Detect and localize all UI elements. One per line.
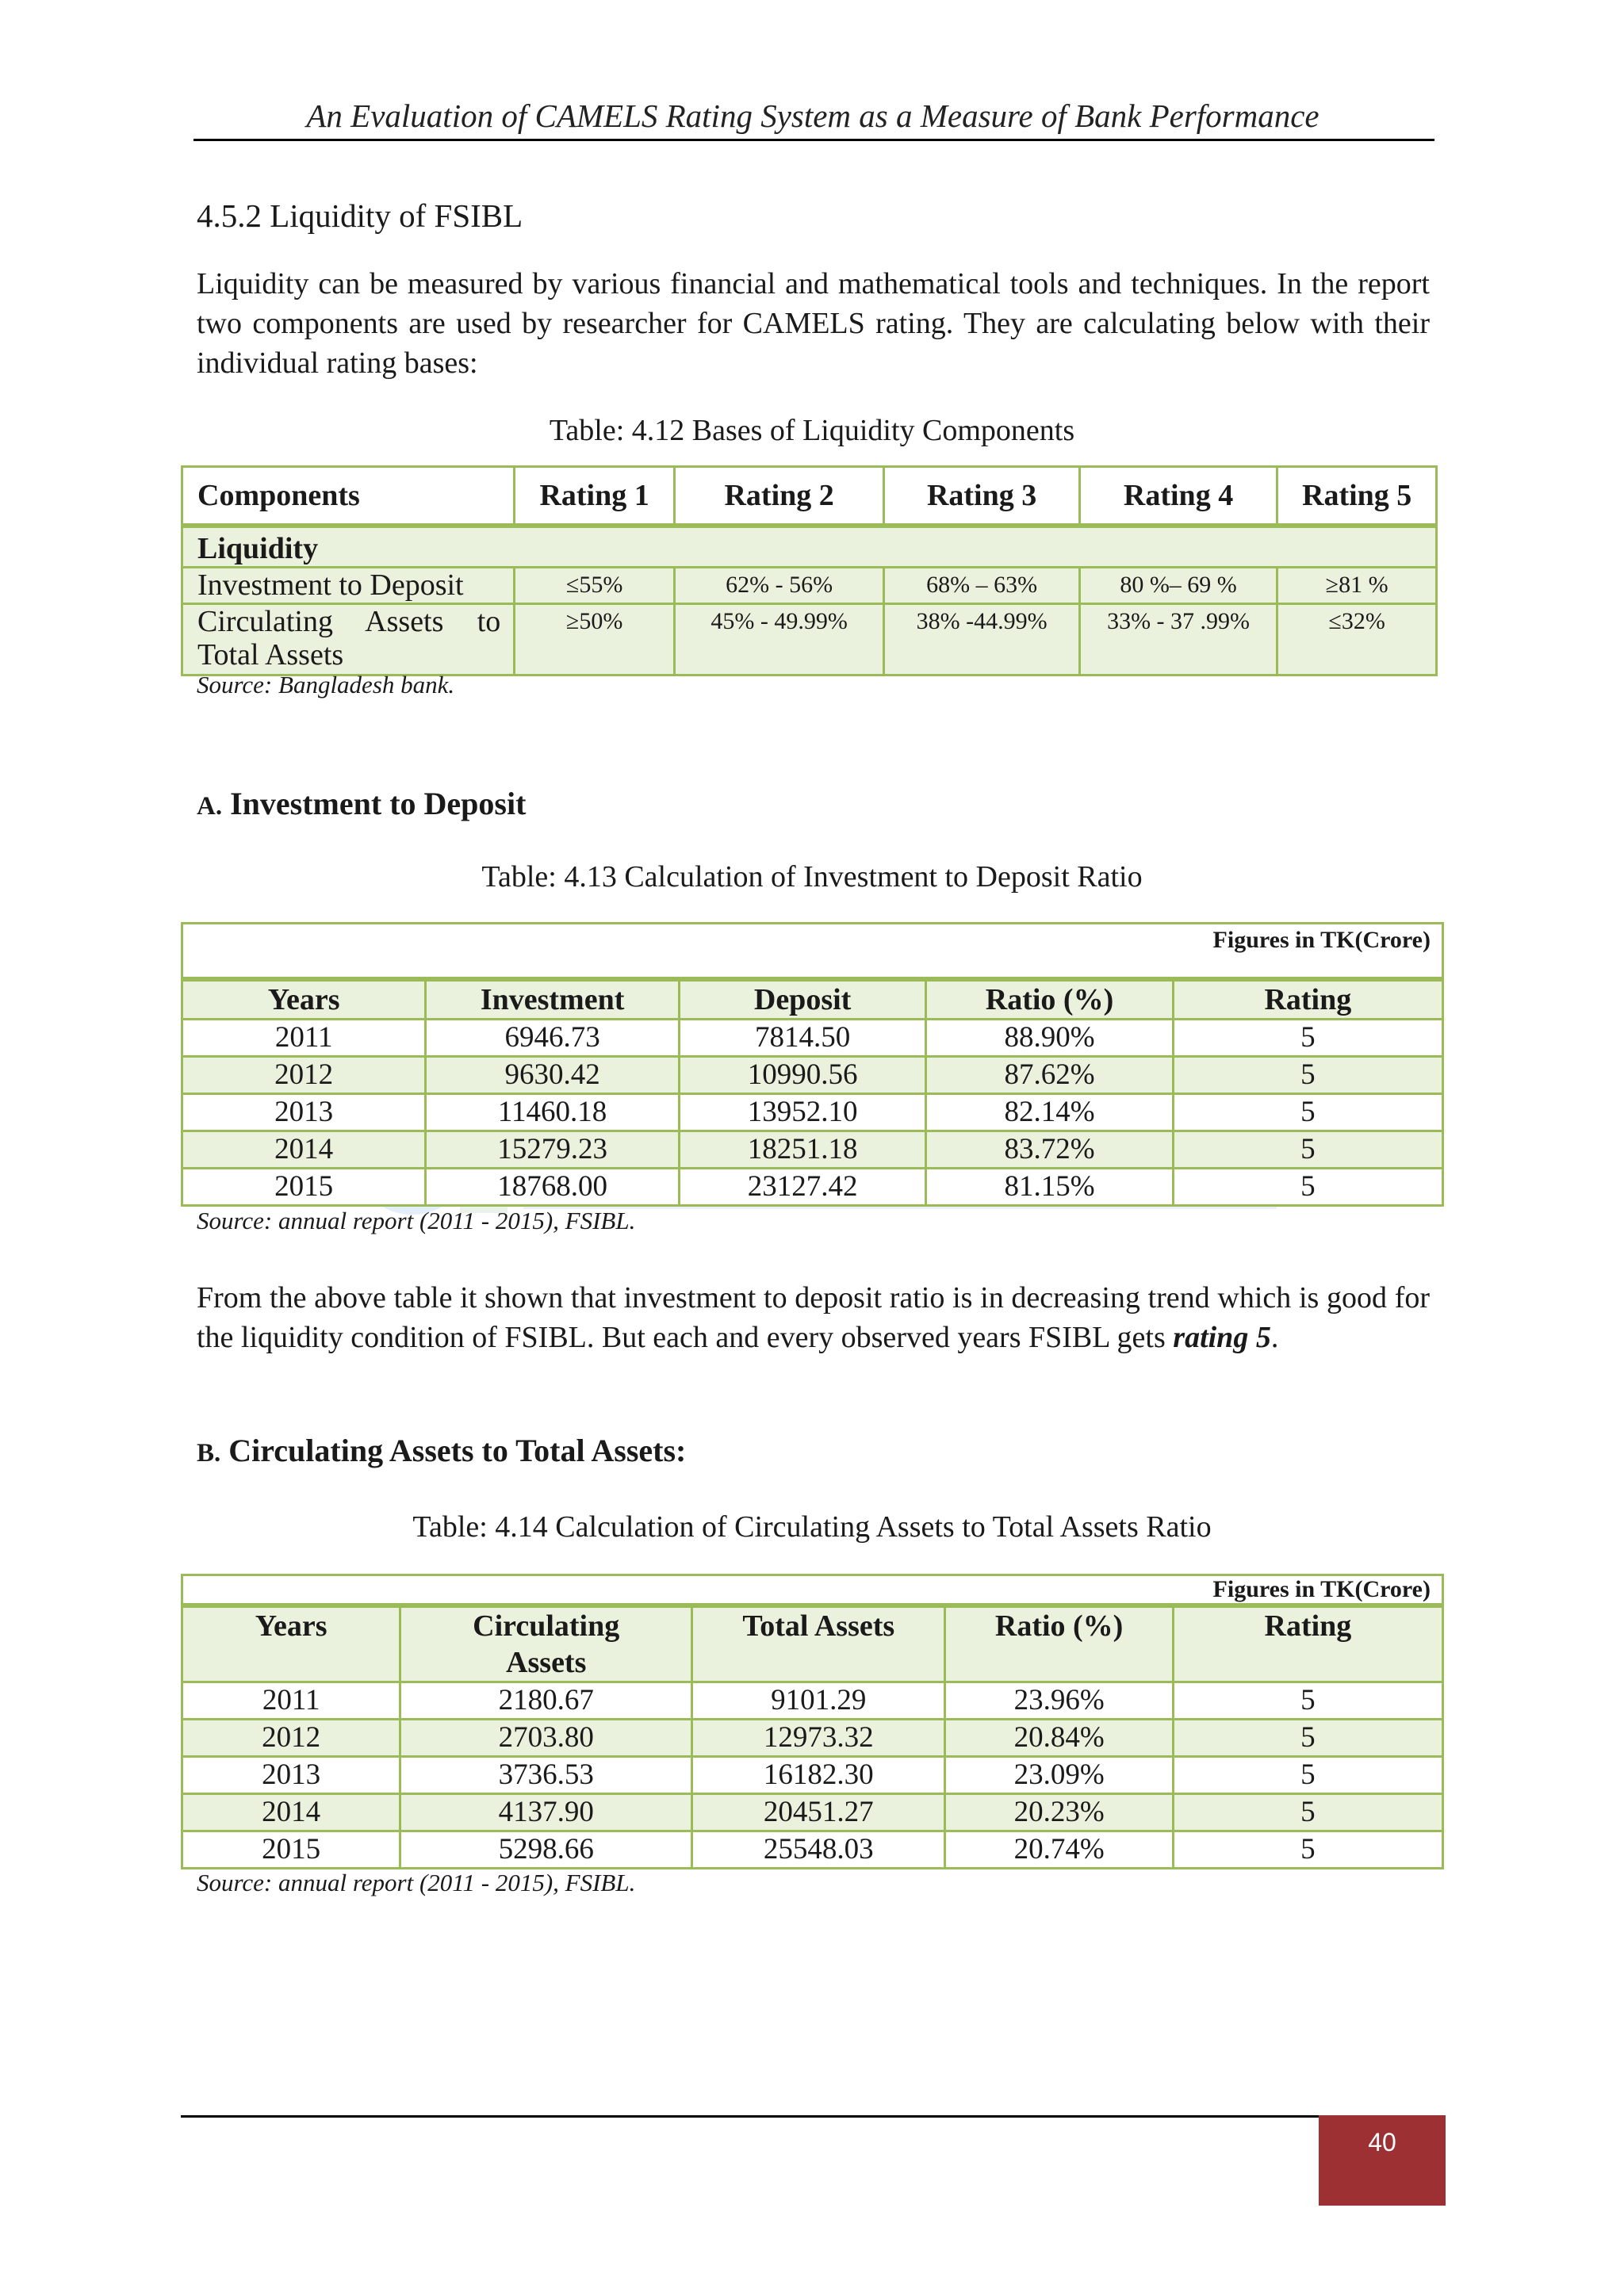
table-cell: 9101.29 — [692, 1682, 945, 1720]
table-row — [182, 1131, 1443, 1169]
figures-note: Figures in TK(Crore) — [182, 1575, 1443, 1606]
table-cell: 33% - 37 .99% — [1079, 604, 1277, 675]
component-label: Investment to Deposit — [182, 568, 515, 604]
table-cell: 2011 — [182, 1682, 400, 1720]
analysis-end: . — [1270, 1321, 1279, 1354]
table-cell: 88.90% — [926, 1020, 1173, 1057]
running-header-title: An Evaluation of CAMELS Rating System as a Measure of Bank Performance — [306, 98, 1320, 134]
table-row — [182, 1020, 1443, 1057]
table-cell: 87.62% — [926, 1057, 1173, 1094]
figures-note-row — [182, 1575, 1443, 1606]
table-cell: 5 — [1173, 1794, 1442, 1831]
section-a-heading — [197, 785, 526, 822]
header-cell: Circulating Assets — [400, 1605, 692, 1682]
header-cell: Rating 3 — [884, 467, 1079, 526]
table-cell: 7814.50 — [679, 1020, 925, 1057]
table-cell: 2014 — [182, 1131, 426, 1169]
table-cell: 2012 — [182, 1057, 426, 1094]
table-412-source: Source: Bangladesh bank. — [197, 671, 455, 698]
table-cell: 6946.73 — [426, 1020, 680, 1057]
figures-note-row — [182, 924, 1443, 980]
table-cell: 45% - 49.99% — [674, 604, 883, 675]
table-cell: 18251.18 — [679, 1131, 925, 1169]
table-cell: 2703.80 — [400, 1720, 692, 1757]
table-cell: 25548.03 — [692, 1831, 945, 1869]
table-cell: 15279.23 — [426, 1131, 680, 1169]
table-cell: 9630.42 — [426, 1057, 680, 1094]
table-row — [182, 1757, 1443, 1794]
table-cell: 18768.00 — [426, 1169, 680, 1206]
table-cell: 11460.18 — [426, 1094, 680, 1131]
table-cell: 80 %– 69 % — [1079, 568, 1277, 604]
table-row — [182, 568, 1437, 604]
circulating-assets-table — [181, 1574, 1444, 1869]
header-cell: Ratio (%) — [945, 1605, 1173, 1682]
section-title: 4.5.2 Liquidity of FSIBL — [197, 197, 523, 234]
table-cell: 38% -44.99% — [884, 604, 1079, 675]
table-cell: 5 — [1173, 1682, 1442, 1720]
section-b-heading — [197, 1432, 686, 1469]
table-cell: 68% – 63% — [884, 568, 1079, 604]
header-cell: Investment — [426, 979, 680, 1020]
footer-rule — [181, 2115, 1446, 2118]
header-cell: Years — [182, 1605, 400, 1682]
table-cell: ≤55% — [515, 568, 675, 604]
header-cell: Ratio (%) — [926, 979, 1173, 1020]
table-cell: ≥81 % — [1277, 568, 1437, 604]
table-header-row — [182, 1605, 1443, 1682]
table-cell: 2012 — [182, 1720, 400, 1757]
header-cell: Components — [182, 467, 515, 526]
liquidity-bases-table — [181, 465, 1438, 676]
table-cell: 83.72% — [926, 1131, 1173, 1169]
table-header-row — [182, 467, 1437, 526]
table-412-caption: Table: 4.12 Bases of Liquidity Components — [549, 414, 1075, 447]
table-cell: 5 — [1173, 1131, 1442, 1169]
analysis-emphasis: rating 5 — [1173, 1321, 1271, 1354]
table-header-row — [182, 979, 1443, 1020]
table-cell: 2015 — [182, 1169, 426, 1206]
table-cell: 5298.66 — [400, 1831, 692, 1869]
table-row — [182, 1057, 1443, 1094]
table-413-source: Source: annual report (2011 - 2015), FSIBL. — [197, 1207, 636, 1234]
header-rule — [193, 139, 1434, 141]
header-cell: Rating 5 — [1277, 467, 1437, 526]
table-cell: 5 — [1173, 1169, 1442, 1206]
table-cell: 81.15% — [926, 1169, 1173, 1206]
figures-note: Figures in TK(Crore) — [182, 924, 1443, 980]
table-cell: 2015 — [182, 1831, 400, 1869]
table-row — [182, 1720, 1443, 1757]
group-label: Liquidity — [182, 526, 1437, 568]
section-b-letter: B. — [197, 1439, 221, 1468]
table-414-caption: Table: 4.14 Calculation of Circulating Assets to Total Assets Ratio — [412, 1510, 1212, 1544]
table-cell: ≤32% — [1277, 604, 1437, 675]
table-414-source: Source: annual report (2011 - 2015), FSIBL. — [197, 1869, 636, 1896]
table-cell: 12973.32 — [692, 1720, 945, 1757]
table-cell: 20.23% — [945, 1794, 1173, 1831]
table-cell: 23.96% — [945, 1682, 1173, 1720]
table-cell: 23127.42 — [679, 1169, 925, 1206]
page-number: 40 — [1368, 2128, 1396, 2156]
table-cell: 82.14% — [926, 1094, 1173, 1131]
table-row — [182, 1682, 1443, 1720]
table-cell: 2011 — [182, 1020, 426, 1057]
header-cell: Rating 4 — [1079, 467, 1277, 526]
table-row — [182, 1831, 1443, 1869]
table-row — [182, 1794, 1443, 1831]
table-cell: 5 — [1173, 1057, 1442, 1094]
table-cell: 13952.10 — [679, 1094, 925, 1131]
table-cell: 20451.27 — [692, 1794, 945, 1831]
table-cell: ≥50% — [515, 604, 675, 675]
analysis-text: From the above table it shown that investment to deposit ratio is in decreasing trend which is good for the liquidity condition of FSIBL. But each and every observed years FSIBL gets — [197, 1281, 1430, 1354]
table-cell: 5 — [1173, 1831, 1442, 1869]
table-cell: 62% - 56% — [674, 568, 883, 604]
page-number-box — [1319, 2115, 1446, 2206]
section-a-letter: A. — [197, 792, 223, 821]
intro-paragraph: Liquidity can be measured by various financial and mathematical tools and techniques. In the report two components are used by researcher for CAMELS rating. They are calculating below with their individual rating bases: — [197, 267, 1430, 380]
table-413-caption: Table: 4.13 Calculation of Investment to Deposit Ratio — [481, 860, 1143, 894]
table-cell: 5 — [1173, 1020, 1442, 1057]
investment-deposit-table — [181, 922, 1444, 1207]
table-cell: 2014 — [182, 1794, 400, 1831]
table-cell: 2013 — [182, 1094, 426, 1131]
table-cell: 5 — [1173, 1757, 1442, 1794]
header-cell: Rating 2 — [674, 467, 883, 526]
analysis-paragraph — [197, 1278, 1430, 1357]
header-cell: Years — [182, 979, 426, 1020]
header-cell: Deposit — [679, 979, 925, 1020]
table-cell: 5 — [1173, 1720, 1442, 1757]
table-cell: 10990.56 — [679, 1057, 925, 1094]
table-cell: 2013 — [182, 1757, 400, 1794]
table-cell: 16182.30 — [692, 1757, 945, 1794]
table-row — [182, 1169, 1443, 1206]
group-row — [182, 526, 1437, 568]
table-row — [182, 604, 1437, 675]
table-cell: 5 — [1173, 1094, 1442, 1131]
table-cell: 3736.53 — [400, 1757, 692, 1794]
table-cell: 23.09% — [945, 1757, 1173, 1794]
header-cell: Total Assets — [692, 1605, 945, 1682]
header-cell: Rating — [1173, 979, 1442, 1020]
table-cell: 2180.67 — [400, 1682, 692, 1720]
table-cell: 4137.90 — [400, 1794, 692, 1831]
table-cell: 20.74% — [945, 1831, 1173, 1869]
component-label: Circulating Assets to Total Assets — [182, 604, 515, 675]
table-cell: 20.84% — [945, 1720, 1173, 1757]
header-cell: Rating 1 — [515, 467, 675, 526]
section-b-title: Circulating Assets to Total Assets: — [228, 1433, 687, 1468]
header-cell: Rating — [1173, 1605, 1442, 1682]
section-a-title: Investment to Deposit — [230, 786, 527, 821]
table-row — [182, 1094, 1443, 1131]
